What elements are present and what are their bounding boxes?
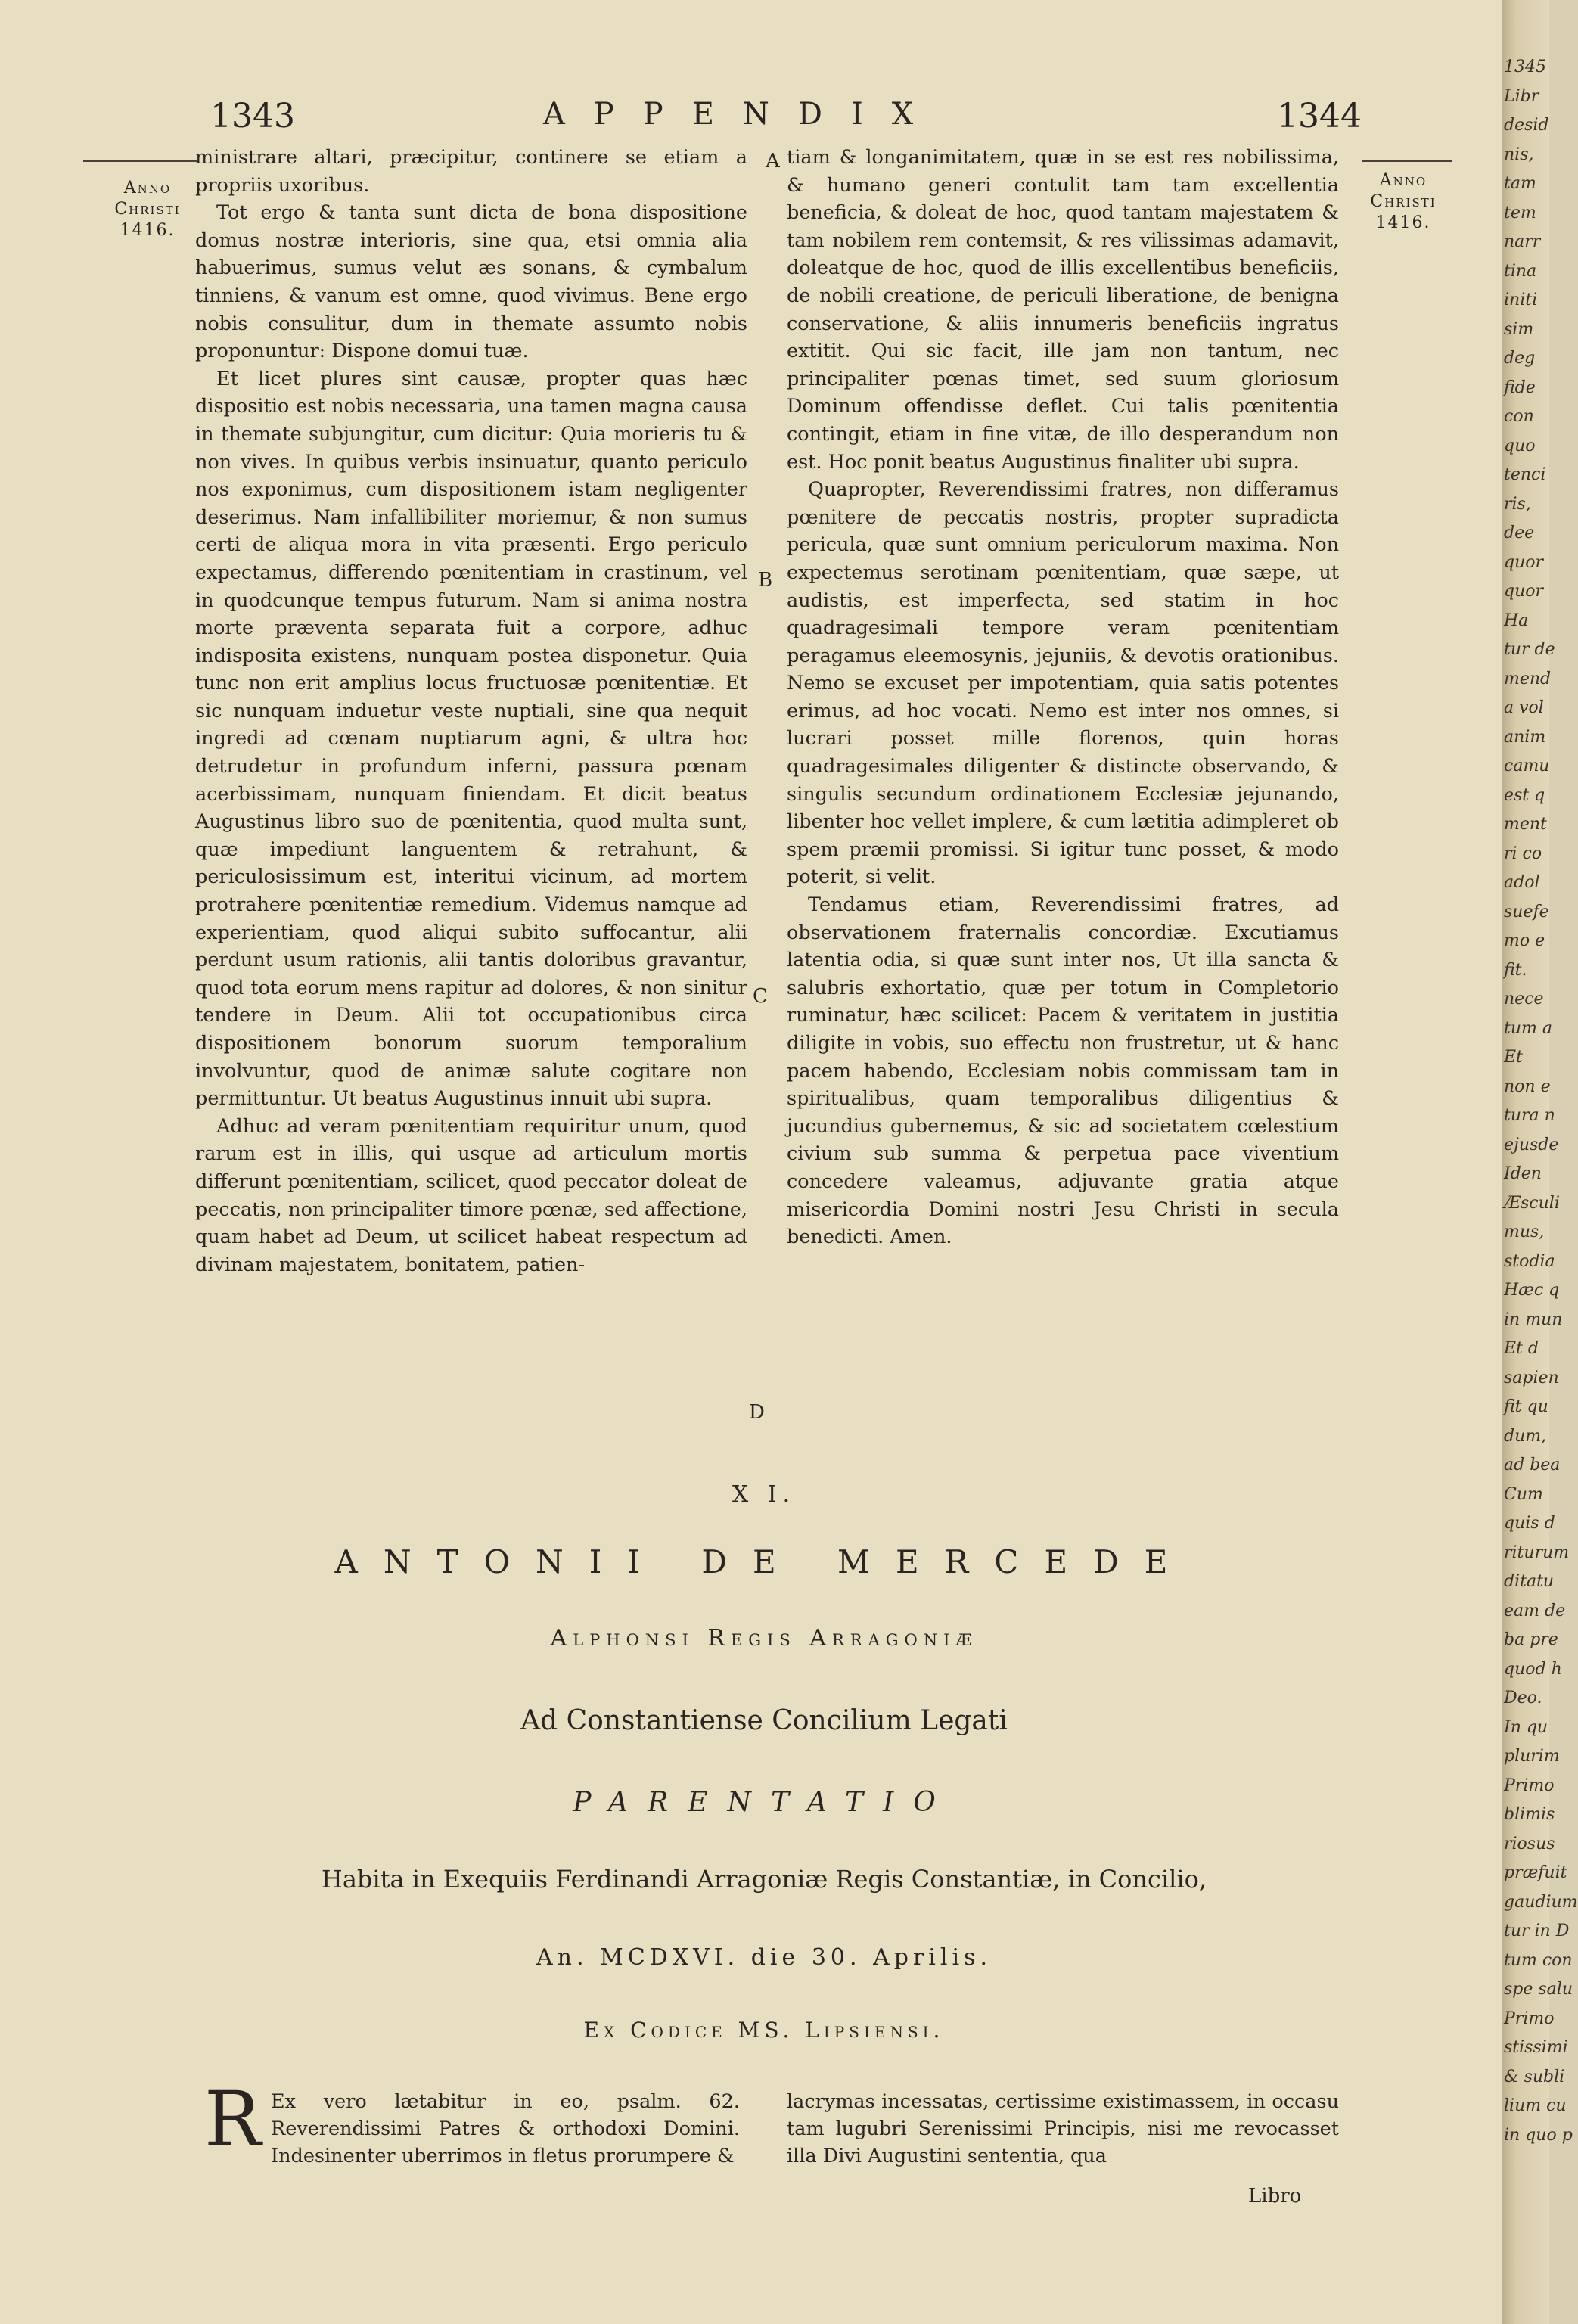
next-page-fragment: stissimi <box>1504 2038 1568 2057</box>
section-marker-c: C <box>753 985 768 1008</box>
running-title: APPENDIX <box>543 97 943 132</box>
next-page-fragment: tur de <box>1504 640 1555 659</box>
next-page-fragment: tum con <box>1504 1950 1573 1970</box>
paragraph: Tot ergo & tanta sunt dicta de bona dispositione domus nostræ interioris, sine qua, etsi omnia alia habuerimus, sumus velut æs sonans, & cymbalum tinniens, & vanum est omne, quod vivimus. Bene ergo nobis consulitur, dum in themate assumto nobis proponuntur: Dispone domui tuæ. <box>195 201 747 363</box>
next-page-fragment: in quo p <box>1504 2125 1573 2145</box>
next-page-fragment: sim <box>1504 319 1534 339</box>
oration-opening-right: lacrymas incessatas, certissime existimassem, in occasu tam lugubri Serenissimi Principis, nisi me revocasset illa Divi Augustini sententia, qua <box>787 2090 1339 2167</box>
next-page-fragment: initi <box>1504 290 1538 309</box>
next-page-fragment: ri co <box>1504 844 1542 863</box>
next-page-fragment: tam <box>1504 174 1536 193</box>
paragraph: ministrare altari, præcipitur, continere se etiam a propriis uxoribus. <box>195 146 747 197</box>
section-number: X I. <box>732 1481 797 1508</box>
next-page-fragments <box>1504 53 1578 2150</box>
next-page-fragment: Deo. <box>1504 1689 1542 1707</box>
next-page-fragment: fit. <box>1504 960 1527 980</box>
next-page-fragment: fide <box>1504 377 1536 397</box>
next-page-fragment: ris, <box>1504 494 1531 514</box>
margin-line: Christi <box>114 200 181 219</box>
section-subtitle-2: Ad Constantiense Concilium Legati <box>520 1705 1008 1736</box>
next-page-fragment: tur in D <box>1504 1922 1570 1940</box>
next-page-fragment: ad bea <box>1504 1456 1561 1474</box>
catchword: Libro <box>1248 2185 1302 2207</box>
paragraph: Adhuc ad veram pœnitentiam requiritur unum, quod rarum est in illis, qui usque ad articulum mortis differunt pœnitentiam, scilicet, quod peccator doleat de peccatis, non principaliter timore pœnæ, sed affectione, quam habet ad Deum, ut scilicet habeat respectum ad divinam majestatem, bonitatem, patien- <box>195 1114 747 1276</box>
right-text-column <box>787 144 1339 1251</box>
next-page-fragment: sapien <box>1504 1368 1559 1387</box>
next-page-fragment: Iden <box>1504 1164 1542 1183</box>
next-page-fragment: Et d <box>1504 1339 1539 1358</box>
section-subtitle-3: PARENTATIO <box>573 1787 955 1818</box>
next-page-fragment: suefe <box>1504 902 1549 921</box>
next-page-fragment: quod h <box>1504 1659 1562 1679</box>
section-source: Ex Codice MS. Lipsiensi. <box>583 2018 945 2043</box>
next-page-fragment: non e <box>1504 1077 1551 1096</box>
next-page-fragment: Ha <box>1504 611 1529 630</box>
next-page-fragment: spe salu <box>1504 1980 1573 1999</box>
next-page-fragment: tura n <box>1504 1106 1555 1125</box>
section-marker-d: D <box>749 1401 765 1424</box>
section-marker-b: B <box>758 569 773 592</box>
margin-line: Christi <box>1370 192 1437 211</box>
left-margin-rule <box>83 160 197 162</box>
next-page-fragment: & subli <box>1504 2067 1565 2086</box>
next-page-fragment: quo <box>1504 436 1536 455</box>
next-page-fragment: con <box>1504 407 1534 426</box>
next-page-fragment: quis d <box>1504 1514 1555 1533</box>
next-page-fragment: dee <box>1504 524 1535 542</box>
next-page-fragment: nece <box>1504 990 1544 1008</box>
next-page-fragment: fit qu <box>1504 1397 1548 1416</box>
margin-line: Anno <box>123 179 172 197</box>
next-page-fragment: tenci <box>1504 465 1546 484</box>
paragraph: Et licet plures sint causæ, propter quas hæc dispositio est nobis necessaria, una tamen magna causa in themate subjungitur, cum dicitur: Quia morieris tu & non vives. In quibus verbis insinuatur, quanto periculo nos exponimus, cum dispositionem istam negligenter deserimus. Nam infallibiliter moriemur, & non sumus certi de aliqua mora in vita præsenti. Ergo periculo expectamus, differendo pœnitentiam in crastinum, vel in quodcunque tempus futurum. Nam si anima nostra morte præventa separata fuit a corpore, adhuc indisposita existens, nunquam postea disponetur. Quia tunc non erit amplius locus fructuosæ pœnitentiæ. Et sic nunquam induetur veste nuptiali, sine qua nequit ingredi ad cœnam nuptiarum agni, & ultra hoc detrudetur in profundum inferni, passura pœnam acerbissimam, nunquam finiendam. Et dicit beatus Augustinus libro suo de pœnitentia, quod multa sunt, quæ impediunt languentem & retrahunt, & periculosissimum est, interitui vicinum, ad mortem protrahere pœnitentiæ remedium. Videmus namque ad experientiam, quod aliqui subito suffocantur, alii perdunt usum rationis, alii tantis doloribus gravantur, quod tota eorum mens rapitur ad dolores, & non sinitur tendere in Deum. Alii tot occupationibus circa dispositionem bonorum suorum temporalium involvuntur, quod de animæ salute cogitare non permittuntur. Ut beatus Augustinus innuit ubi supra. <box>195 367 747 1111</box>
section-subtitle-1: Alphonsi Regis Arragoniæ <box>550 1625 978 1651</box>
next-page-fragment: ejusde <box>1504 1135 1559 1154</box>
left-page-number: 1343 <box>210 97 295 135</box>
next-page-fragment: in mun <box>1504 1310 1563 1329</box>
drop-cap: R <box>204 2075 262 2164</box>
next-page-fragment: Primo <box>1504 1776 1555 1795</box>
next-page-fragment: narr <box>1504 232 1541 251</box>
right-margin-rule <box>1362 160 1452 162</box>
next-page-fragment: plurim <box>1504 1747 1560 1766</box>
next-page-fragment: tina <box>1504 261 1537 281</box>
next-page-fragment: riturum <box>1504 1543 1570 1562</box>
next-page-fragment: ment <box>1504 815 1547 834</box>
next-page-fragment: Primo <box>1504 2009 1555 2028</box>
next-page-fragment: camu <box>1504 757 1550 775</box>
next-page-fragment: mo e <box>1504 931 1545 950</box>
margin-line: 1416. <box>120 221 176 240</box>
next-page-fragment: blimis <box>1504 1805 1555 1824</box>
next-page-fragment: adol <box>1504 873 1540 892</box>
left-margin-note <box>102 178 193 241</box>
oration-opening-left: Ex vero lætabitur in eo, psalm. 62. Reverendissimi Patres & orthodoxi Domini. Indesinenter uberrimos in fletus prorumpere & <box>271 2090 740 2167</box>
next-page-fragment: Hæc q <box>1504 1281 1560 1300</box>
next-page-fragment: quor <box>1504 552 1544 572</box>
next-page-fragment: riosus <box>1504 1834 1555 1853</box>
next-page-fragment: stodia <box>1504 1251 1555 1271</box>
right-page-number: 1344 <box>1277 97 1362 135</box>
next-page-fragment: Æsculi <box>1504 1193 1560 1213</box>
next-page-fragment: tum a <box>1504 1018 1552 1038</box>
next-page-fragment: In qu <box>1504 1717 1548 1737</box>
next-page-fragment: est q <box>1504 785 1545 805</box>
next-page-fragment: desid <box>1504 116 1549 135</box>
next-page-fragment: deg <box>1504 349 1536 368</box>
paragraph: tiam & longanimitatem, quæ in se est res nobilissima, & humano generi contulit tam tam excellentia beneficia, & doleat de hoc, quod tantam majestatem & tam nobilem rem contemsit, & res vilissimas adamavit, doleatque de hoc, quod de illis excellentibus beneficiis, de nobili creatione, de periculi liberatione, de benigna conservatione, & aliis innumeris beneficiis ingratus extitit. Qui sic facit, ille jam non tantum, nec principaliter pœnas timet, sed suum gloriosum Dominum offendisse deflet. Cui talis pœnitentia contingit, etiam in fine vitæ, de illo desperandum non est. Hoc ponit beatus Augustinus finaliter ubi supra. <box>787 146 1339 474</box>
left-text-column <box>195 144 747 1279</box>
next-page-fragment: mus, <box>1504 1223 1545 1241</box>
next-page-fragment: 1345 <box>1504 57 1546 76</box>
next-page-fragment: quor <box>1504 582 1544 601</box>
next-page-fragment: eam de <box>1504 1601 1566 1620</box>
next-page-fragment: dum, <box>1504 1426 1547 1446</box>
section-subtitle-4: Habita in Exequiis Ferdinandi Arragoniæ Regis Constantiæ, in Concilio, <box>321 1865 1207 1894</box>
section-date: An. MCDXVI. die 30. Aprilis. <box>536 1944 992 1971</box>
next-page-fragment: tem <box>1504 203 1536 222</box>
section-marker-a: A <box>766 150 780 172</box>
paragraph: Quapropter, Reverendissimi fratres, non differamus pœnitere de peccatis nostris, propter supradicta pericula, quæ sunt omnium periculorum maxima. Non expectemus serotinam pœnitentiam, quæ sæpe, ut audistis, est imperfecta, sed statim in hoc quadragesimali tempore veram pœnitentiam peragamus eleemosynis, jejuniis, & devotis orationibus. Nemo se excuset per impotentiam, quia satis potentes erimus, ad hoc vocati. Nemo est inter nos omnes, si lucrari posset mille florenos, quin horas quadragesimales diligenter & distincte observando, & singulis secundum ordinationem Ecclesiæ jejunando, libenter hoc vellet implere, & cum lætitia adimpleret ob spem præmii promissi. Si igitur tunc posset, & modo poterit, si velit. <box>787 478 1339 889</box>
paragraph: Tendamus etiam, Reverendissimi fratres, ad observationem fraternalis concordiæ. Excutiamus latentia odia, si quæ sunt inter nos, Ut illa sancta & salubris exhortatio, quæ per totum in Completorio ruminatur, hæc scilicet: Pacem & veritatem in justitia diligite in vobis, suo effectu non frustretur, ut & hanc pacem habendo, Ecclesiam nobis commissam tam in spiritualibus, quam temporalibus diligentius & jucundius gubernemus, & sic ad societatem cœlestium civium sub summa & perpetua pace viventium concedere valeamus, adjuvante gratia atque misericordia Domini nostri Jesu Christi in secula benedicti. Amen. <box>787 893 1339 1249</box>
next-page-fragment: gaudium <box>1504 1892 1578 1912</box>
section-title: ANTONII DE MERCEDE <box>334 1543 1194 1580</box>
next-page-fragment: mend <box>1504 669 1552 688</box>
margin-line: 1416. <box>1375 213 1431 232</box>
next-page-fragment: Et <box>1504 1048 1523 1067</box>
next-page-fragment: Libr <box>1504 86 1539 106</box>
next-page-fragment: ditatu <box>1504 1572 1555 1591</box>
next-page-fragment: lium cu <box>1504 2096 1567 2115</box>
margin-line: Anno <box>1379 171 1427 190</box>
next-page-fragment: nis, <box>1504 144 1534 164</box>
next-page-fragment: a vol <box>1504 698 1544 717</box>
right-margin-note <box>1358 170 1449 234</box>
next-page-fragment: præfuit <box>1504 1863 1567 1882</box>
next-page-fragment: ba pre <box>1504 1630 1558 1649</box>
next-page-fragment: anim <box>1504 727 1546 747</box>
next-page-fragment: Cum <box>1504 1484 1543 1504</box>
